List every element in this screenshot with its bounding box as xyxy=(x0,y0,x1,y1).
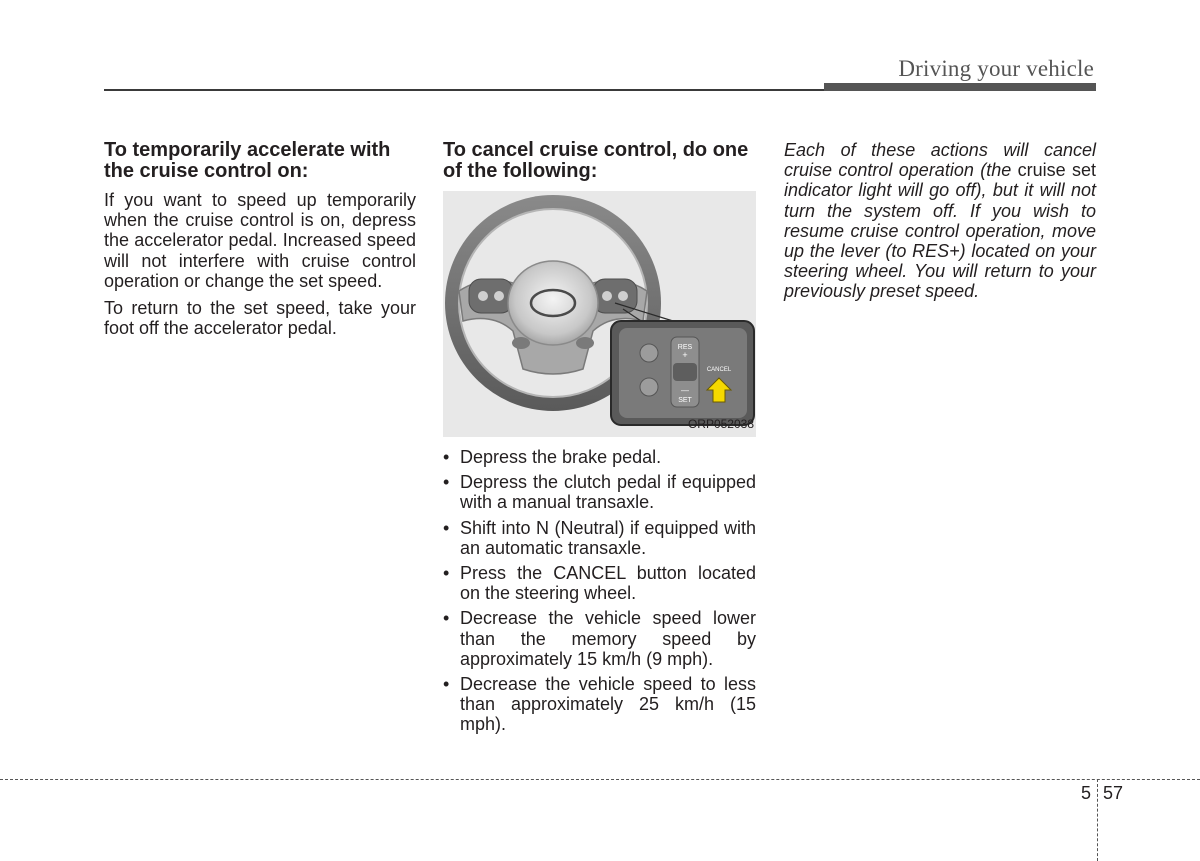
left-control-pad xyxy=(469,279,513,313)
list-item: • Decrease the vehicle speed lower than the memory speed by approximately 15 km/h (9 mph). xyxy=(443,608,756,669)
list-item: • Shift into N (Neutral) if equipped with an automatic transaxle. xyxy=(443,517,756,558)
bullet-icon: • xyxy=(443,608,450,629)
cancel-methods-list xyxy=(443,447,756,735)
cancel-label: CANCEL xyxy=(706,367,732,373)
chapter-number: 5 xyxy=(1081,783,1092,803)
bullet-icon: • xyxy=(443,563,450,584)
set-label: SET xyxy=(678,397,692,404)
res-label: RES xyxy=(677,344,693,351)
footer-divider xyxy=(1097,779,1098,861)
left-column xyxy=(104,140,416,345)
bullet-icon: • xyxy=(443,517,450,538)
plus-label: + xyxy=(682,350,688,360)
bullet-icon: • xyxy=(443,674,450,695)
paragraph-return-speed: To return to the set speed, take your foot off the accelerator pedal. xyxy=(104,298,416,339)
bullet-icon: • xyxy=(443,447,450,467)
page-header-title: Driving your vehicle xyxy=(898,56,1094,81)
cancel-note: Each of these actions will cancel cruise control operation (the cruise set indicator light will go off), but it will not turn the system off. If you wish to resume cruise control operation, move up the lever (to RES+) located on your steering wheel. You will return to your previously preset speed. xyxy=(784,140,1097,302)
right-column xyxy=(784,140,1096,309)
paragraph-accelerate: If you want to speed up temporarily when the cruise control is on, depress the accelerator pedal. Increased speed will not interfere with cruise control operation or change the set speed. xyxy=(104,190,416,291)
steering-wheel-illustration xyxy=(443,191,756,437)
figure-code: ORP052038 xyxy=(687,416,754,431)
header-rule xyxy=(104,89,824,91)
header-rule-accent xyxy=(824,83,1096,91)
bullet-icon: • xyxy=(443,472,450,493)
list-item: • Press the CANCEL button located on the steering wheel. xyxy=(443,563,756,604)
section-heading-cancel: To cancel cruise control, do one of the following: xyxy=(443,139,749,182)
section-heading-accelerate: To temporarily accelerate with the cruise control on: xyxy=(104,139,391,182)
footer-rule xyxy=(0,779,1200,780)
list-item: • Depress the brake pedal. xyxy=(443,447,662,467)
wheel-hub xyxy=(508,261,598,345)
minus-label: — xyxy=(681,386,689,395)
list-item: • Decrease the vehicle speed to less than approximately 25 km/h (15 mph). xyxy=(443,674,756,735)
page-number: 57 xyxy=(1103,783,1124,803)
list-item: • Depress the clutch pedal if equipped with a manual transaxle. xyxy=(443,472,756,513)
middle-column xyxy=(443,140,756,740)
steering-wheel-figure xyxy=(443,191,756,437)
